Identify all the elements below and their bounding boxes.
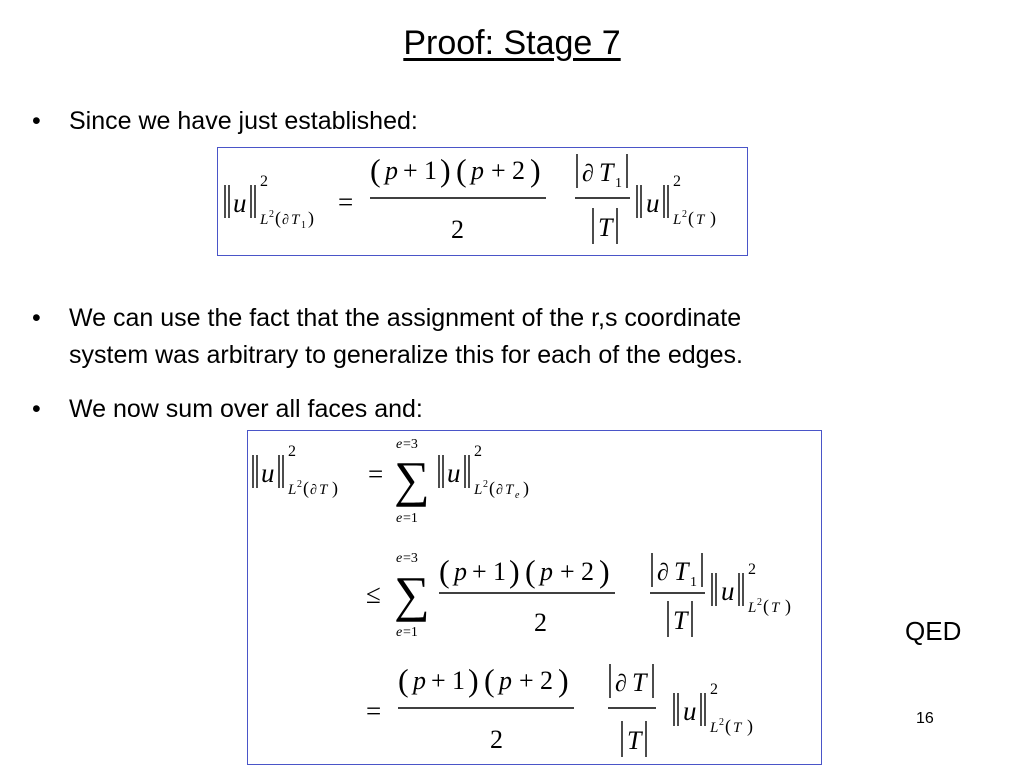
svg-text:(: (	[489, 478, 495, 498]
svg-text:T: T	[319, 482, 328, 498]
svg-text:): )	[332, 478, 338, 498]
svg-text:(: (	[484, 662, 495, 698]
svg-text:L: L	[288, 482, 297, 498]
svg-text:): )	[530, 152, 541, 188]
svg-text:∑: ∑	[394, 451, 430, 507]
svg-text:1: 1	[301, 220, 306, 231]
svg-text:2: 2	[451, 215, 464, 244]
svg-text:L: L	[260, 212, 269, 228]
svg-text:2: 2	[260, 173, 268, 190]
svg-text:+: +	[560, 557, 575, 586]
svg-text:u: u	[447, 458, 461, 488]
equation-1	[218, 148, 747, 255]
svg-text:=: =	[338, 187, 354, 217]
svg-text:+: +	[472, 557, 487, 586]
svg-text:=3: =3	[403, 551, 418, 566]
svg-text:=1: =1	[403, 511, 418, 526]
svg-text:): )	[468, 662, 479, 698]
svg-text:p: p	[471, 156, 484, 185]
svg-text:T: T	[696, 212, 705, 228]
svg-text:p: p	[540, 557, 553, 586]
svg-text:1: 1	[452, 666, 465, 695]
svg-text:+: +	[403, 156, 418, 185]
svg-text:e: e	[396, 511, 403, 526]
svg-text:2: 2	[581, 557, 594, 586]
svg-text:u: u	[683, 696, 697, 726]
svg-text:e: e	[396, 625, 403, 640]
svg-text:(: (	[525, 553, 536, 589]
svg-text:(: (	[725, 716, 731, 736]
svg-text:p: p	[454, 557, 467, 586]
svg-text:∂: ∂	[282, 213, 289, 228]
svg-text:): )	[710, 208, 716, 228]
svg-text:1: 1	[424, 156, 437, 185]
svg-text:L: L	[474, 482, 483, 498]
svg-text:=: =	[366, 696, 382, 726]
svg-text:T: T	[627, 726, 642, 755]
svg-text:2: 2	[490, 725, 503, 754]
svg-text:+: +	[431, 666, 446, 695]
svg-text:∂: ∂	[310, 483, 317, 498]
svg-text:u: u	[646, 188, 660, 218]
svg-text:2: 2	[673, 173, 681, 190]
svg-text:2: 2	[540, 666, 553, 695]
svg-text:): )	[747, 716, 753, 736]
bullet-text: We now sum over all faces and:	[69, 395, 423, 423]
bullet-icon: •	[32, 107, 41, 135]
svg-text:p: p	[385, 156, 398, 185]
bullet-icon: •	[32, 395, 41, 423]
svg-text:): )	[509, 553, 520, 589]
svg-text:(: (	[763, 596, 769, 616]
svg-text:u: u	[721, 576, 735, 606]
equation-2-line-2	[366, 551, 791, 640]
svg-text:∑: ∑	[394, 566, 430, 622]
svg-text:2: 2	[512, 156, 525, 185]
bullet-text: We can use the fact that the assignment of the r,s coordinate	[69, 304, 742, 332]
svg-text:2: 2	[757, 597, 762, 608]
svg-text:2: 2	[269, 209, 274, 220]
slide-title: Proof: Stage 7	[403, 24, 621, 62]
svg-text:T: T	[599, 158, 614, 187]
svg-text:≤: ≤	[366, 579, 381, 609]
svg-text:L: L	[710, 720, 719, 736]
svg-text:T: T	[733, 720, 742, 736]
equation-2	[248, 431, 821, 764]
svg-text:L: L	[673, 212, 682, 228]
svg-text:): )	[440, 152, 451, 188]
svg-text:∂: ∂	[496, 483, 503, 498]
svg-text:T: T	[771, 600, 780, 616]
svg-text:T: T	[505, 482, 514, 498]
svg-text:(: (	[456, 152, 467, 188]
svg-text:(: (	[303, 478, 309, 498]
svg-text:2: 2	[682, 209, 687, 220]
svg-text:T: T	[673, 606, 688, 635]
svg-text:1: 1	[493, 557, 506, 586]
svg-text:e: e	[396, 551, 403, 566]
svg-text:2: 2	[710, 681, 718, 698]
svg-text:(: (	[398, 662, 409, 698]
svg-text:2: 2	[474, 443, 482, 460]
svg-text:+: +	[519, 666, 534, 695]
svg-text:(: (	[439, 553, 450, 589]
svg-text:(: (	[275, 208, 281, 228]
qed-label: QED	[905, 616, 962, 646]
svg-text:2: 2	[483, 479, 488, 490]
svg-text:∂: ∂	[615, 671, 627, 697]
equation-box-1	[217, 147, 748, 256]
svg-text:=: =	[368, 459, 384, 489]
svg-text:T: T	[291, 212, 300, 228]
svg-text:T: T	[632, 668, 647, 697]
svg-text:): )	[308, 208, 314, 228]
equation-2-line-3	[366, 662, 753, 757]
svg-text:+: +	[491, 156, 506, 185]
svg-text:(: (	[688, 208, 694, 228]
svg-text:): )	[599, 553, 610, 589]
bullet-text: Since we have just established:	[69, 107, 418, 135]
svg-text:T: T	[674, 557, 689, 586]
page-number: 16	[916, 710, 934, 727]
bullet-icon: •	[32, 304, 41, 332]
bullet-text: system was arbitrary to generalize this for each of the edges.	[69, 341, 743, 369]
equation-box-2	[247, 430, 822, 765]
svg-text:(: (	[370, 152, 381, 188]
svg-text:=3: =3	[403, 437, 418, 452]
svg-text:2: 2	[297, 479, 302, 490]
svg-text:1: 1	[690, 575, 697, 590]
svg-text:e: e	[515, 490, 520, 501]
svg-text:e: e	[396, 437, 403, 452]
svg-text:1: 1	[615, 176, 622, 191]
svg-text:∂: ∂	[657, 560, 669, 586]
svg-text:∂: ∂	[582, 161, 594, 187]
svg-text:2: 2	[288, 443, 296, 460]
svg-text:u: u	[233, 188, 247, 218]
svg-text:2: 2	[534, 608, 547, 637]
svg-text:T: T	[598, 213, 613, 242]
svg-text:u: u	[261, 458, 275, 488]
svg-text:): )	[558, 662, 569, 698]
svg-text:2: 2	[719, 717, 724, 728]
svg-text:p: p	[413, 666, 426, 695]
svg-text:L: L	[748, 600, 757, 616]
svg-text:=1: =1	[403, 625, 418, 640]
svg-text:): )	[523, 478, 529, 498]
svg-text:2: 2	[748, 561, 756, 578]
svg-text:p: p	[499, 666, 512, 695]
svg-text:): )	[785, 596, 791, 616]
